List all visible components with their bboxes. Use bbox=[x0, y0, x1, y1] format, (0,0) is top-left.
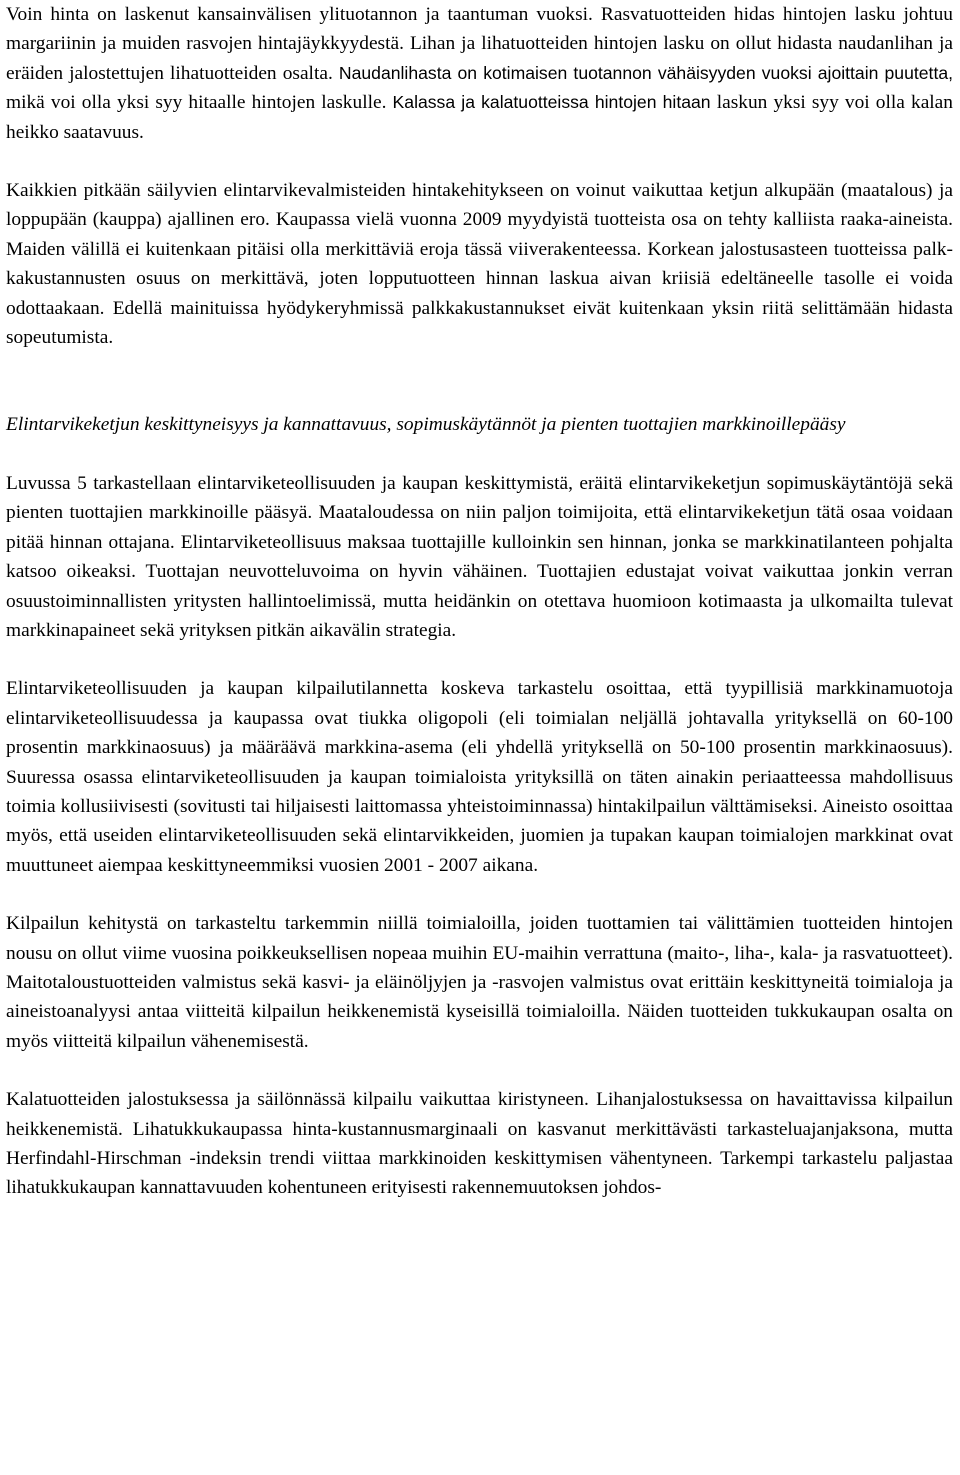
text-segment: Voin hinta on laskenut kansainvälisen ylituotannon ja taantuman vuoksi. Rasvatuotteiden hidas hintojen lasku johtuu margariinin ja muiden rasvojen hintajäykkyydestä. Lihan ja lihatuotteiden hintojen lasku on ollut hidasta naudanlihan ja eräiden jalostettujen lihatuotteiden osalta. bbox=[6, 4, 953, 84]
paragraph-competition-situation bbox=[6, 674, 953, 880]
text-segment: Naudanlihasta on kotimaisen tuotannon vähäisyyden vuoksi ajoittain puutetta, bbox=[338, 62, 954, 83]
section-heading bbox=[6, 410, 953, 439]
paragraph-chapter-5-intro bbox=[6, 469, 953, 645]
text-segment: laskun yksi syy voi olla kalan heikko saatavuus. bbox=[6, 92, 953, 143]
text-segment: Elintarvikeketjun keskittyneisyys ja kannattavuus, sopimuskäytännöt ja pienten tuottajien markkinoillepääsy bbox=[6, 414, 846, 436]
text-segment: Kaikkien pitkään säilyvien elintarvikevalmisteiden hintakehitykseen on voinut vaikuttaa ketjun alkupään (maatalous) ja loppupään (kauppa) ajallinen ero. Kaupassa vielä vuonna 2009 myydyistä tuotteista osa on tehty kalliista raaka-aineista. Maiden välillä ei kuitenkaan pitäisi olla merkittäviä eroja tässä viiverakenteessa. Korkean jalostusasteen tuotteissa palkkakustannusten osuus on merkittävä, joten lopputuotteen hinnan laskua aivan kriisiä edeltäneelle tasolle ei voida odottaakaan. Edellä mainituissa hyödykeryhmissä palkkakustannukset eivät kuitenkaan yksin riitä selittämään hidasta sopeutumista. bbox=[6, 180, 953, 349]
text-segment: Kalatuotteiden jalostuksessa ja säilönnässä kilpailu vaikuttaa kiristyneen. Lihanjalostuksessa on havaittavissa kilpailun heikkenemistä. Lihatukkukaupassa hinta-kustannusmarginaali on kasvanut merkittävästi tarkasteluajanjaksona, mutta Herfindahl-Hirschman -indeksin trendi viittaa markkinoiden keskittymisen vähentyneen. Tarkempi tarkastelu paljastaa lihatukkukaupan kannattavuuden kohentuneen erityisesti rakennemuutoksen johdos- bbox=[6, 1089, 953, 1199]
text-segment: Kalassa ja kalatuotteissa hintojen hitaan bbox=[392, 92, 711, 113]
paragraph-long-life-products bbox=[6, 176, 953, 352]
paragraph-fish-and-meat bbox=[6, 1085, 953, 1203]
text-segment: Kilpailun kehitystä on tarkasteltu tarkemmin niillä toimialoilla, joiden tuottamien tai välittämien tuotteiden hintojen nousu on ollut viime vuosina poikkeuksellisen nopeaa muihin EU-maihin verrattuna (maito-, liha-, kala- ja rasvatuotteet). Maitotaloustuotteiden valmistus sekä kasvi- ja eläinöljyjen ja -rasvojen valmistus ovat erittäin keskittyneitä toimialoja ja aineistoanalyysi antaa viitteitä kilpailun heikkenemistä kyseisillä toimialoilla. Näiden tuotteiden tukkukaupan osalta on myös viitteitä kilpailun vähenemisestä. bbox=[6, 913, 953, 1052]
paragraph-price-developments bbox=[6, 0, 953, 147]
text-segment: Elintarviketeollisuuden ja kaupan kilpailutilannetta koskeva tarkastelu osoittaa, että tyypillisiä markkinamuotoja elintarviketeollisuudessa ja kaupassa ovat tiukka oligopoli (eli toimialan neljällä johtavalla yrityksellä on 60-100 prosentin markkinaosuus) ja määräävä markkina-asema (eli yhdellä yrityksellä on 50-100 prosentin markkinaosuus). Suuressa osassa elintarviketeollisuuden ja kaupan toimialoista yrityksillä on täten ainakin periaatteessa mahdollisuus toimia kollusiivisesti (sovitusti tai hiljaisesti laittomassa yhteistoiminnassa) hintakilpailun välttämiseksi. Aineisto osoittaa myös, että useiden elintarviketeollisuuden sekä elintarvikkeiden, juomien ja tupakan kaupan toimialojen markkinat ovat muuttuneet aiempaa keskittyneemmiksi vuosien 2001 - 2007 aikana. bbox=[6, 678, 953, 876]
paragraph-competition-development bbox=[6, 909, 953, 1056]
document-page bbox=[6, 0, 953, 1203]
text-segment: mikä voi olla yksi syy hitaalle hintojen laskulle. bbox=[6, 92, 393, 114]
text-segment: Luvussa 5 tarkastellaan elintarviketeollisuuden ja kaupan keskittymistä, eräitä elintarvikeketjun sopimuskäytäntöjä sekä pienten tuottajien markkinoille pääsyä. Maataloudessa on niin paljon toimijoita, että elintarvikeketjun tätä osaa voidaan pitää hinnan ottajana. Elintarviketeollisuus maksaa tuottajille kulloinkin sen hinnan, jonka se markkinatilanteen pohjalta katsoo oikeaksi. Tuottajan neuvotteluvoima on hyvin vähäinen. Tuottajien edustajat voivat vaikuttaa jonkin verran osuustoiminnallisten yritysten hallintoelimissä, mutta heidänkin on otettava huomioon kotimaasta ja ulkomailta tulevat markkinapaineet sekä yrityksen pitkän aikavälin strategia. bbox=[6, 472, 953, 641]
